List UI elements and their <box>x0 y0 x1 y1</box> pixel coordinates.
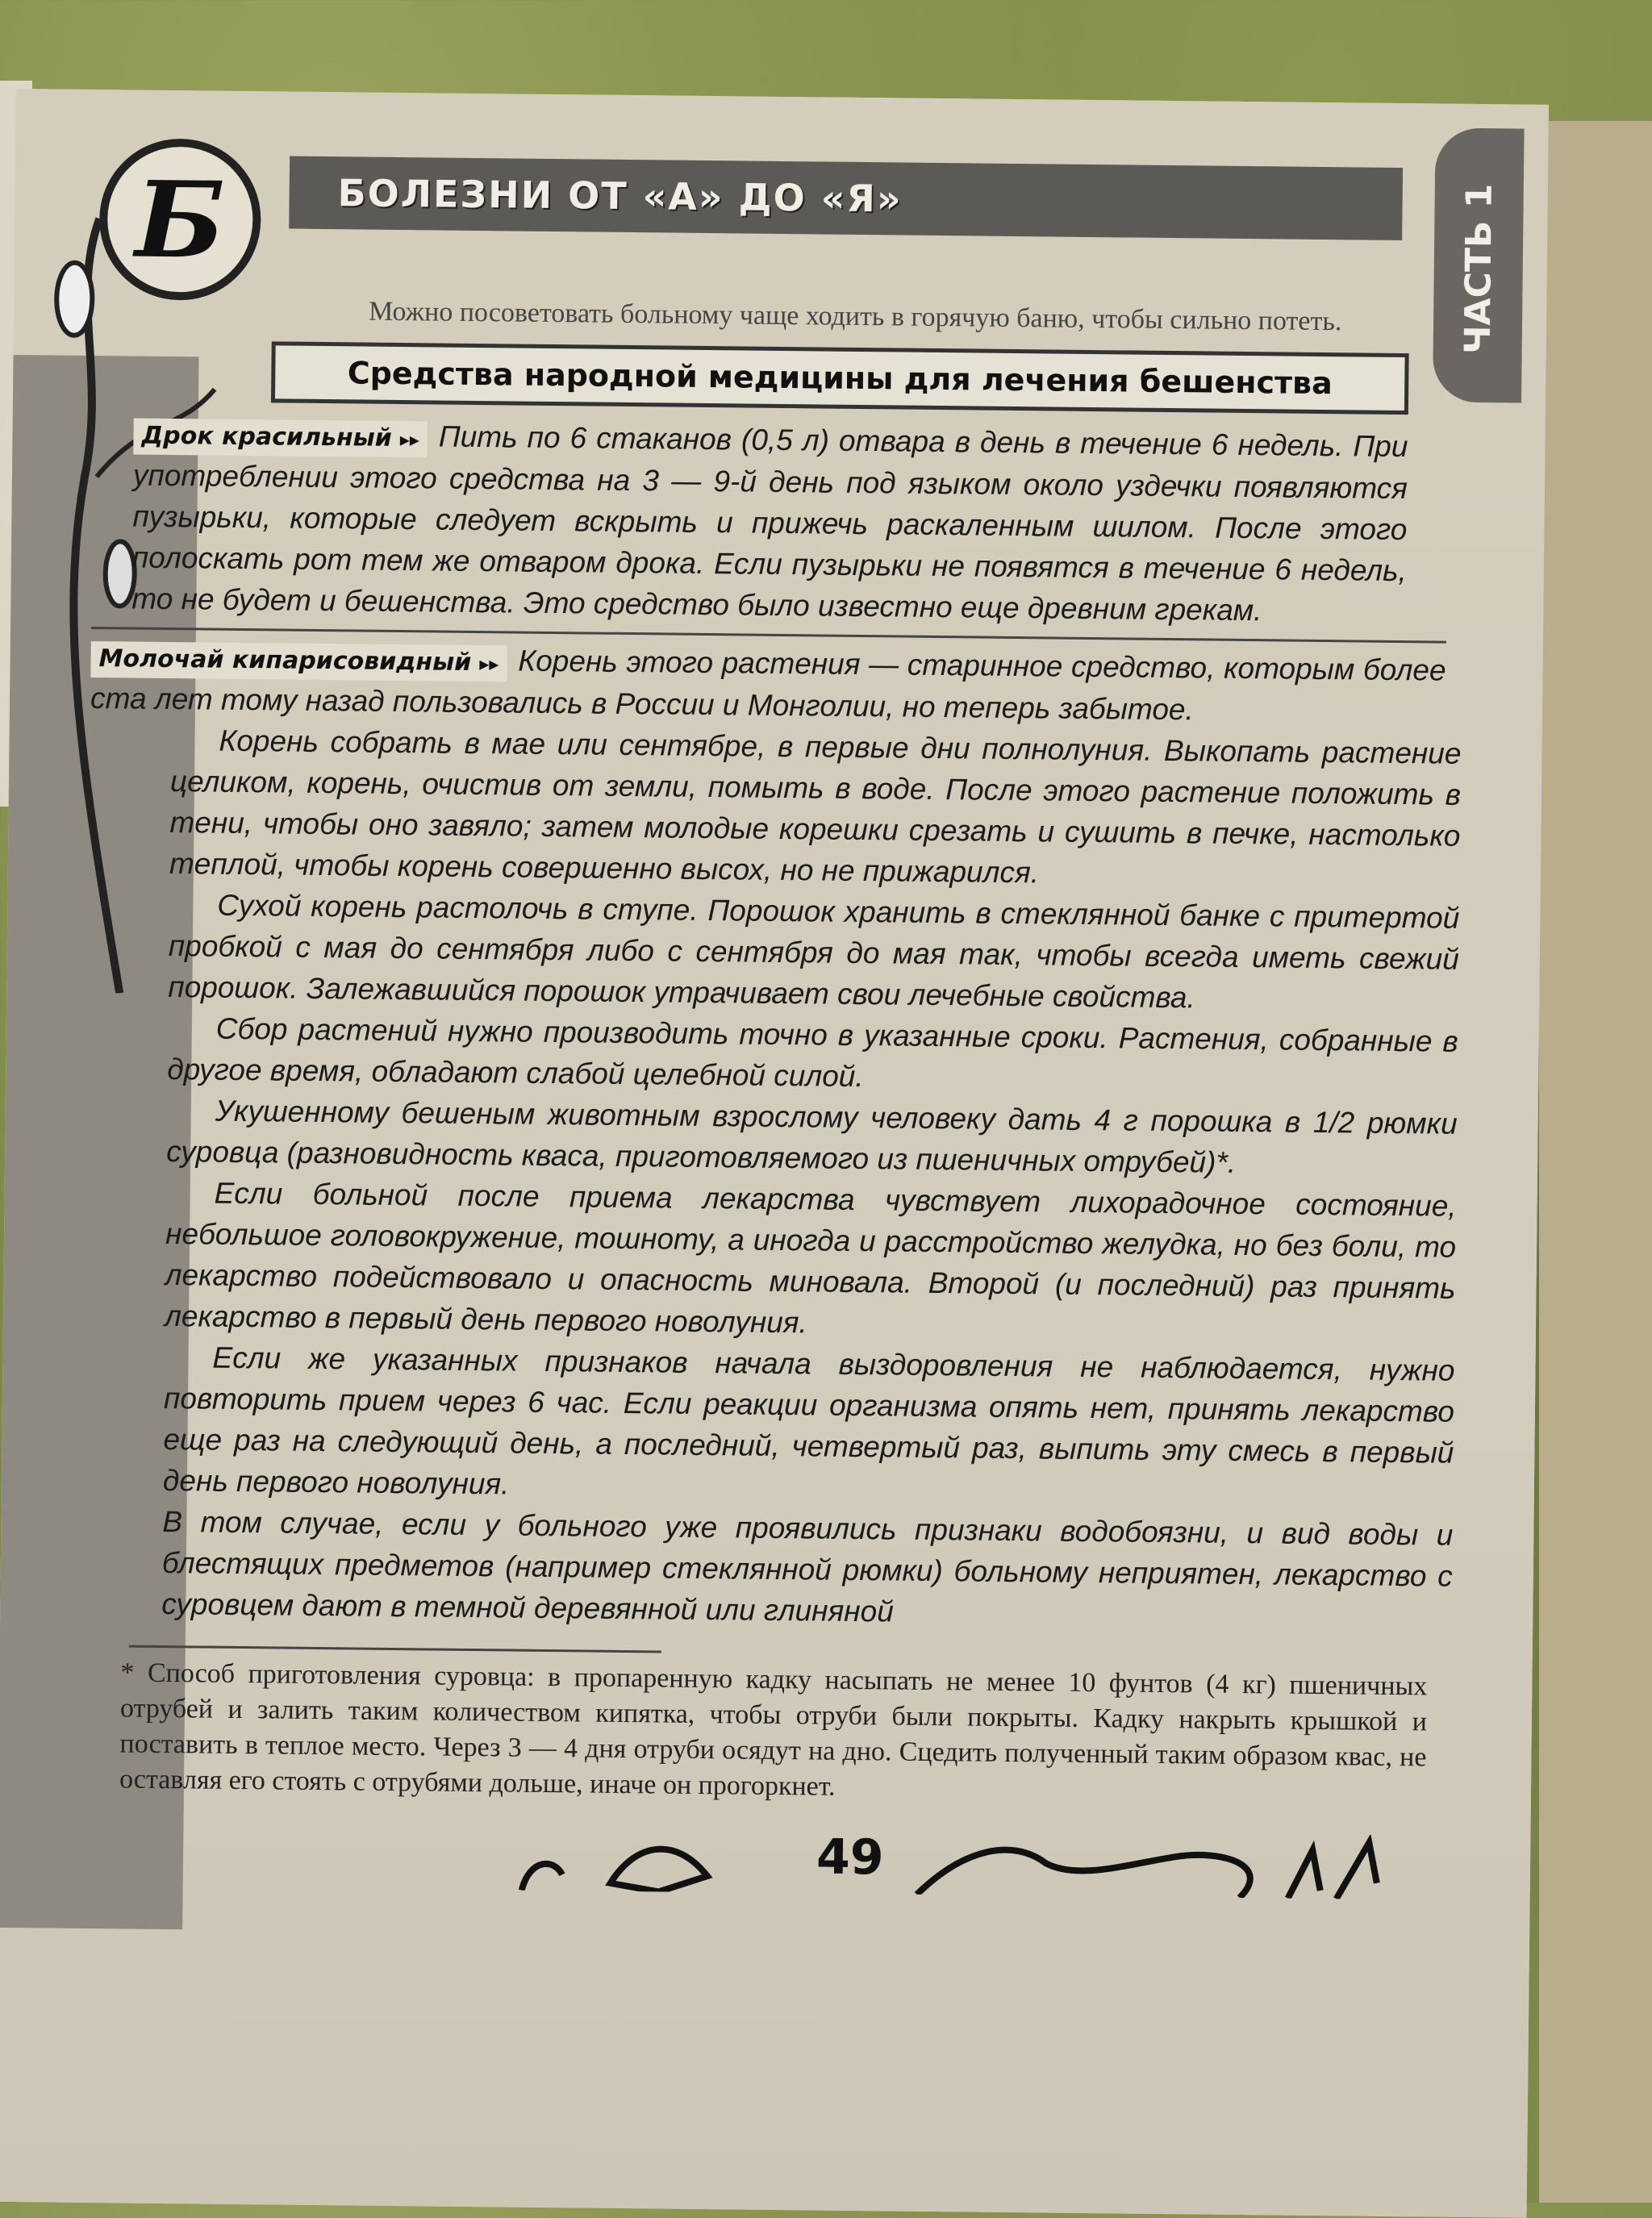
part-tab-label: ЧАСТЬ 1 <box>1457 183 1500 355</box>
item-body-molochai-continued <box>161 719 1462 1638</box>
page-footer <box>0 1812 1531 1901</box>
page-content <box>0 89 1549 1901</box>
paragraph-text: Корень этого растения — старинное средство, которым более ста лет тому назад пользовались в России и Монголии, но теперь забытое. <box>90 644 1446 727</box>
page-stack-edge <box>1539 121 1652 2203</box>
paragraph <box>90 636 1446 733</box>
paragraph: Сбор растений нужно производить точно в указанные сроки. Растения, собранные в другое время, обладают слабой целебной силой. <box>167 1011 1458 1094</box>
part-tab <box>1433 127 1525 402</box>
paragraph: Сухой корень растолочь в ступе. Порошок хранить в стеклянной банке с притертой пробкой с мая до сентября либо с сентября до мая так, чтобы всегда иметь свежий порошок. Залежавшийся порошок утрачивает свои лечебные свойства. <box>168 888 1460 1015</box>
paragraph <box>131 413 1408 633</box>
paragraph: Если больной после приема лекарства чувствует лихорадочное состояние, небольшое головокружение, тошноту, а иногда и расстройство желудка, но без боли, то лекарство подействовало и опасность миновала. Второй (и последний) раз принять лекарство в первый день первого новолуния. <box>164 1176 1457 1340</box>
section-title: Средства народной медицины для лечения бешенства <box>271 341 1409 415</box>
item-label-text: Дрок красильный <box>141 421 392 452</box>
paragraph: Если же указанных признаков начала выздоровления не наблюдается, нужно повторить прием через 6 час. Если реакции организма опять нет, принять лекарство еще раз на следующий день, а последний, четвертый раз, выпить эту смесь в первый день первого новолуния. <box>162 1340 1455 1501</box>
item-body-drok <box>131 413 1408 633</box>
chapter-letter-badge: Б <box>98 138 261 301</box>
leaf-ornament-icon <box>514 1826 1402 1900</box>
paragraph: В том случае, если у больного уже проявились признаки водобоязни, и вид воды и блестящих предметов (например стеклянной рюмки) больному неприятен, лекарство с суровцем дают в темной деревянной или глиняной <box>161 1504 1454 1628</box>
book-page <box>0 89 1549 2218</box>
double-arrow-icon: ▸▸ <box>479 652 499 676</box>
paragraph-text: Пить по 6 стаканов (0,5 л) отвара в день в течение 6 недель. При употреблении этого средства на 3 — 9-й день под языком около уздечки появляются пузырьки, которые следует вскрыть и прижечь раскаленным шилом. После этого полоскать рот тем же отваром дрока. Если пузырьки не появятся в течение 6 недель, то не будет и бешенства. Это средство было известно еще древним грекам. <box>131 419 1408 627</box>
intro-paragraph: Можно посоветовать больному чаще ходить в горячую баню, чтобы сильно потеть. <box>368 296 1342 337</box>
item-label-drok <box>133 419 428 458</box>
paragraph: Укушенному бешеным животным взрослому человеку дать 4 г порошка в 1/2 рюмки суровца (разновидность кваса, приготовляемого из пшеничных отрубей)*. <box>165 1094 1458 1179</box>
footnote: * Способ приготовления суровца: в пропаренную кадку насыпать не менее 10 фунтов (4 кг) пшеничных отрубей и залить таким количеством кипятка, чтобы отруби были покрыты. Кадку накрыть крышкой и поставить в теплое место. Через 3 — 4 дня отруби осядут на дно. Сцедить полученный таким образом квас, не оставляя его стоять с отрубями дольше, иначе он прогоркнет. <box>119 1657 1428 1802</box>
paragraph: Корень собрать в мае или сентябре, в первые дни полнолуния. Выкопать растение целиком, корень, очистив от земли, помыть в воде. После этого растение положить в тени, чтобы оно завяло; затем молодые корешки срезать и сушить в печке, настолько теплой, чтобы корень совершенно высох, но не прижарился. <box>169 723 1462 890</box>
item-body-molochai <box>90 636 1446 733</box>
footnote-rule <box>129 1645 661 1653</box>
item-label-molochai <box>90 641 507 682</box>
running-title: БОЛЕЗНИ ОТ «А» ДО «Я» <box>337 171 903 221</box>
item-label-text: Молочай кипарисовидный <box>98 644 472 677</box>
double-arrow-icon: ▸▸ <box>399 428 420 452</box>
page-number: 49 <box>816 1828 884 1887</box>
